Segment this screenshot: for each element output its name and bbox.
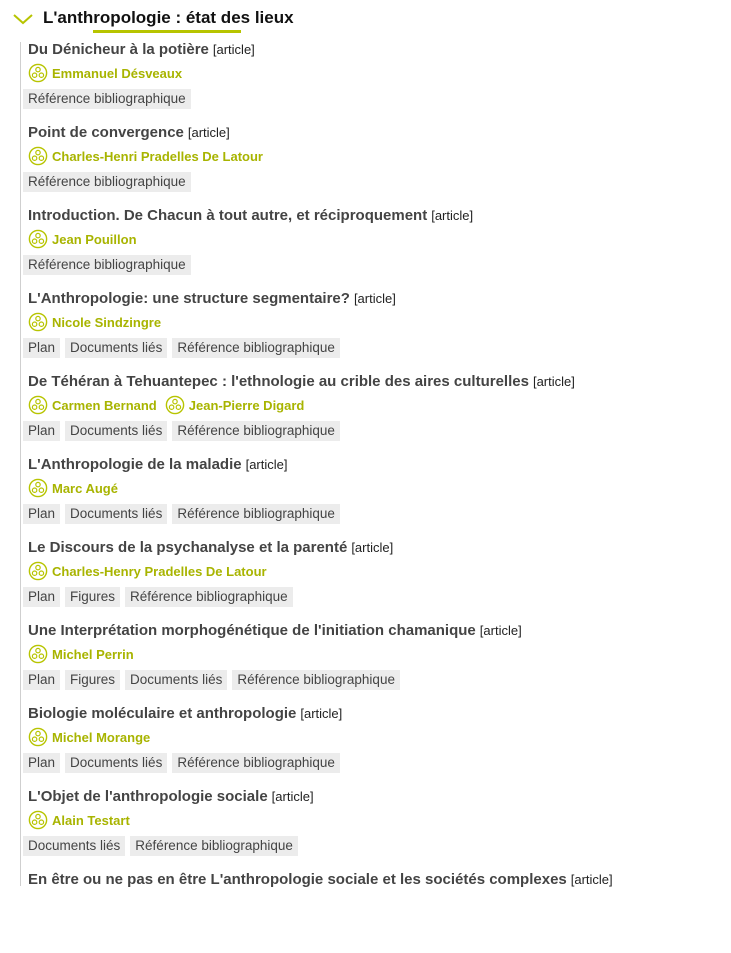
- author-link[interactable]: [28, 63, 182, 83]
- article-item: [28, 538, 728, 621]
- article-links: [23, 255, 728, 275]
- author-icon: [28, 644, 48, 664]
- article-link-button[interactable]: Référence bibliographique: [23, 89, 191, 109]
- article-link-button[interactable]: Documents liés: [23, 836, 125, 856]
- author-link[interactable]: [28, 561, 267, 581]
- article-type-label: [article]: [532, 374, 575, 389]
- author-name[interactable]: Michel Perrin: [52, 646, 134, 662]
- author-name[interactable]: Jean Pouillon: [52, 231, 137, 247]
- article-title-row: [28, 289, 728, 311]
- author-icon: [28, 146, 48, 166]
- article-title-link[interactable]: En être ou ne pas en être L'anthropologie sociale et les sociétés complexes: [28, 871, 567, 888]
- article-title-link[interactable]: Une Interprétation morphogénétique de l'initiation chamanique: [28, 622, 476, 639]
- article-authors: [28, 726, 728, 748]
- section-title-underline: [93, 30, 241, 33]
- article-type-label: [article]: [353, 291, 396, 306]
- author-link[interactable]: [28, 727, 150, 747]
- article-link-button[interactable]: Plan: [23, 421, 60, 441]
- article-link-button[interactable]: Référence bibliographique: [172, 421, 340, 441]
- article-links: [23, 836, 728, 856]
- author-name[interactable]: Nicole Sindzingre: [52, 314, 162, 330]
- article-link-button[interactable]: Plan: [23, 670, 60, 690]
- article-link-button[interactable]: Référence bibliographique: [172, 753, 340, 773]
- article-link-button[interactable]: Figures: [65, 587, 120, 607]
- author-name[interactable]: Charles-Henri Pradelles De Latour: [52, 148, 263, 164]
- article-links: [23, 421, 728, 441]
- article-item: [28, 372, 728, 455]
- article-authors: [28, 62, 728, 84]
- author-name[interactable]: Michel Morange: [52, 729, 151, 745]
- article-authors: [28, 643, 728, 665]
- article-link-button[interactable]: Plan: [23, 753, 60, 773]
- author-link[interactable]: [28, 146, 263, 166]
- article-links: [23, 670, 728, 690]
- article-title-row: [28, 372, 728, 394]
- article-link-button[interactable]: Référence bibliographique: [23, 255, 191, 275]
- article-link-button[interactable]: Documents liés: [65, 338, 167, 358]
- article-list: [28, 40, 728, 953]
- article-title-link[interactable]: Introduction. De Chacun à tout autre, et réciproquement: [28, 207, 428, 224]
- article-links: [23, 504, 728, 524]
- article-link-button[interactable]: Plan: [23, 338, 60, 358]
- author-name[interactable]: Charles-Henry Pradelles De Latour: [52, 563, 267, 579]
- author-link[interactable]: [28, 810, 130, 830]
- article-type-label: [article]: [479, 623, 522, 638]
- article-item: [28, 870, 728, 953]
- article-link-button[interactable]: Documents liés: [65, 753, 167, 773]
- article-title-link[interactable]: L'Anthropologie: une structure segmentaire?: [28, 290, 350, 307]
- author-icon: [165, 395, 185, 415]
- article-type-label: [article]: [271, 789, 314, 804]
- article-item: [28, 289, 728, 372]
- article-links: [23, 172, 728, 192]
- author-icon: [28, 229, 48, 249]
- author-link[interactable]: [28, 644, 134, 664]
- article-link-button[interactable]: Documents liés: [125, 670, 227, 690]
- chevron-down-icon[interactable]: [12, 12, 34, 26]
- article-link-button[interactable]: Plan: [23, 587, 60, 607]
- article-item: [28, 704, 728, 787]
- article-link-button[interactable]: Documents liés: [65, 504, 167, 524]
- author-icon: [28, 395, 48, 415]
- article-authors: [28, 228, 728, 250]
- author-link[interactable]: [28, 312, 161, 332]
- article-link-button[interactable]: Figures: [65, 670, 120, 690]
- article-authors: [28, 394, 728, 416]
- article-title-row: [28, 704, 728, 726]
- article-type-label: [article]: [351, 540, 394, 555]
- article-item: [28, 123, 728, 206]
- article-type-label: [article]: [212, 42, 255, 57]
- author-name[interactable]: Alain Testart: [52, 812, 130, 828]
- section-title: L'anthropologie : état des lieux: [43, 8, 294, 27]
- article-title-row: [28, 455, 728, 477]
- author-name[interactable]: Emmanuel Désveaux: [52, 65, 183, 81]
- article-authors: [28, 311, 728, 333]
- article-link-button[interactable]: Référence bibliographique: [130, 836, 298, 856]
- article-title-row: [28, 40, 728, 62]
- article-item: [28, 206, 728, 289]
- article-title-row: [28, 538, 728, 560]
- author-link[interactable]: [28, 395, 157, 415]
- article-title-row: [28, 206, 728, 228]
- article-title-row: [28, 870, 728, 892]
- article-title-link[interactable]: L'Anthropologie de la maladie: [28, 456, 242, 473]
- author-name[interactable]: Marc Augé: [52, 480, 118, 496]
- article-title-row: [28, 787, 728, 809]
- section-vertical-divider: [20, 42, 21, 886]
- article-type-label: [article]: [245, 457, 288, 472]
- article-item: [28, 787, 728, 870]
- article-type-label: [article]: [570, 872, 613, 887]
- author-link[interactable]: [28, 229, 137, 249]
- article-item: [28, 621, 728, 704]
- article-title-link[interactable]: De Téhéran à Tehuantepec : l'ethnologie au crible des aires culturelles: [28, 373, 529, 390]
- article-link-button[interactable]: Plan: [23, 504, 60, 524]
- author-name[interactable]: Carmen Bernand: [52, 397, 157, 413]
- author-link[interactable]: [165, 395, 305, 415]
- author-name[interactable]: Jean-Pierre Digard: [188, 397, 305, 413]
- author-icon: [28, 63, 48, 83]
- author-icon: [28, 810, 48, 830]
- article-type-label: [article]: [187, 125, 230, 140]
- author-icon: [28, 727, 48, 747]
- article-type-label: [article]: [300, 706, 343, 721]
- article-title-link[interactable]: Point de convergence: [28, 124, 184, 141]
- article-title-link[interactable]: Biologie moléculaire et anthropologie: [28, 705, 297, 722]
- article-link-button[interactable]: Référence bibliographique: [172, 504, 340, 524]
- article-link-button[interactable]: Documents liés: [65, 421, 167, 441]
- article-authors: [28, 809, 728, 831]
- article-link-button[interactable]: Référence bibliographique: [232, 670, 400, 690]
- article-authors: [28, 145, 728, 167]
- article-title-link[interactable]: Du Dénicheur à la potière: [28, 41, 209, 58]
- article-authors: [28, 560, 728, 582]
- article-item: [28, 455, 728, 538]
- author-icon: [28, 478, 48, 498]
- article-title-row: [28, 621, 728, 643]
- article-title-row: [28, 123, 728, 145]
- article-links: [23, 89, 728, 109]
- article-item: [28, 40, 728, 123]
- article-link-button[interactable]: Référence bibliographique: [125, 587, 293, 607]
- author-icon: [28, 561, 48, 581]
- author-icon: [28, 312, 48, 332]
- article-authors: [28, 477, 728, 499]
- article-type-label: [article]: [431, 208, 474, 223]
- article-links: [23, 753, 728, 773]
- author-link[interactable]: [28, 478, 118, 498]
- article-link-button[interactable]: Référence bibliographique: [172, 338, 340, 358]
- article-link-button[interactable]: Référence bibliographique: [23, 172, 191, 192]
- article-title-link[interactable]: L'Objet de l'anthropologie sociale: [28, 788, 268, 805]
- article-title-link[interactable]: Le Discours de la psychanalyse et la parenté: [28, 539, 348, 556]
- article-links: [23, 587, 728, 607]
- article-links: [23, 338, 728, 358]
